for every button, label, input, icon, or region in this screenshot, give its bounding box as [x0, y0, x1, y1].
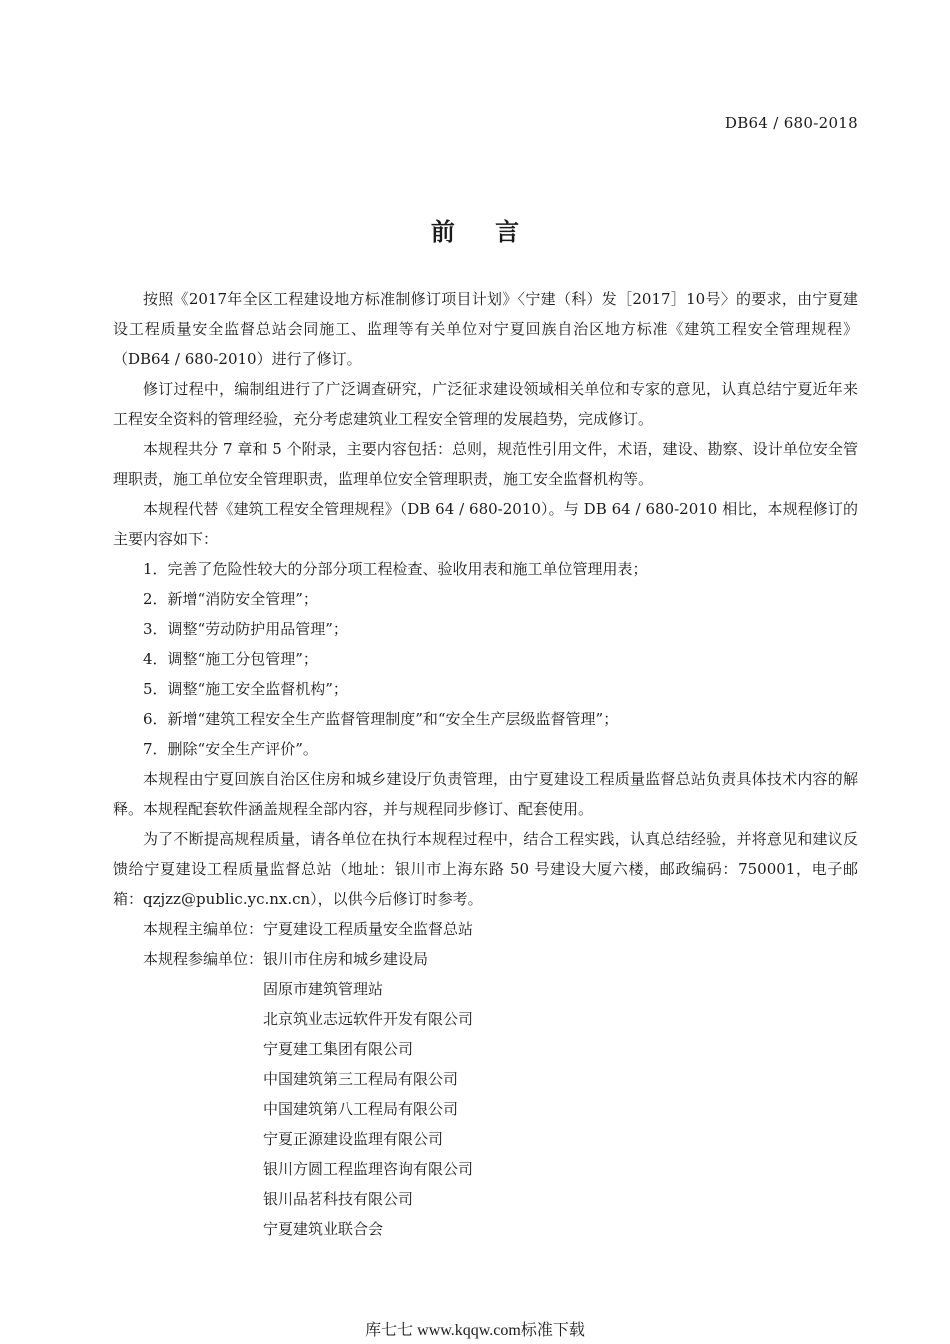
chief-editor-name: 宁夏建设工程质量安全监督总站	[263, 920, 474, 938]
participant-name: 银川品茗科技有限公司	[263, 1190, 414, 1208]
paragraph: 修订过程中，编制组进行了广泛调查研究，广泛征求建设领域相关单位和专家的意见，认真总结宁夏近年来工程安全资料的管理经验，充分考虑建筑业工程安全管理的发展趋势，完成修订。	[113, 380, 858, 428]
participants-row	[113, 944, 858, 1244]
participant-name: 银川方圆工程监理咨询有限公司	[263, 1160, 474, 1178]
change-item: 7．删除“安全生产评价”。	[143, 740, 318, 758]
chief-editor-row	[113, 914, 858, 944]
participants-label: 本规程参编单位：	[143, 950, 264, 968]
page-title: 前 言	[430, 218, 536, 246]
change-item: 1．完善了危险性较大的分部分项工程检查、验收用表和施工单位管理用表；	[143, 560, 648, 578]
foreword-body	[113, 284, 858, 1244]
participant-name: 银川市住房和城乡建设局	[263, 950, 429, 968]
paragraph: 本规程代替《建筑工程安全管理规程》（DB 64 / 680-2010）。与 DB 64 / 680-2010 相比，本规程修订的主要内容如下：	[113, 500, 858, 548]
paragraph: 本规程共分 7 章和 5 个附录，主要内容包括：总则，规范性引用文件，术语，建设、勘察、设计单位安全管理职责，施工单位安全管理职责，监理单位安全管理职责，施工安全监督机构等。	[113, 440, 858, 488]
chief-editor-label: 本规程主编单位：	[143, 920, 264, 938]
change-item: 3．调整“劳动防护用品管理”；	[143, 620, 348, 638]
participants-list	[263, 944, 473, 1244]
footer-watermark: 库七七 www.kqqw.com标准下载	[365, 1322, 585, 1339]
participant-name: 中国建筑第三工程局有限公司	[263, 1070, 459, 1088]
change-item: 4．调整“施工分包管理”；	[143, 650, 318, 668]
paragraph: 按照《2017年全区工程建设地方标准制修订项目计划》〈宁建（科）发［2017］10号〉的要求，由宁夏建设工程质量安全监督总站会同施工、监理等有关单位对宁夏回族自治区地方标准《建筑工程安全管理规程》（DB64 / 680-2010）进行了修订。	[113, 290, 858, 368]
participant-name: 宁夏正源建设监理有限公司	[263, 1130, 444, 1148]
participant-name: 北京筑业志远软件开发有限公司	[263, 1010, 474, 1028]
participant-name: 固原市建筑管理站	[263, 980, 384, 998]
participant-name: 宁夏建筑业联合会	[263, 1220, 384, 1238]
paragraph: 为了不断提高规程质量，请各单位在执行本规程过程中，结合工程实践，认真总结经验，并将意见和建议反馈给宁夏建设工程质量监督总站（地址：银川市上海东路 50 号建设大厦六楼，邮政编码：750001，电子邮箱：qzjzz@public.yc.nx.cn），以供今后修订时参考。	[113, 830, 858, 908]
standard-code: DB64 / 680-2018	[724, 114, 858, 132]
change-item: 6．新增“建筑工程安全生产监督管理制度”和“安全生产层级监督管理”；	[143, 710, 619, 728]
participant-name: 宁夏建工集团有限公司	[263, 1040, 414, 1058]
change-item: 2．新增“消防安全管理”；	[143, 590, 318, 608]
participant-name: 中国建筑第八工程局有限公司	[263, 1100, 459, 1118]
change-item: 5．调整“施工安全监督机构”；	[143, 680, 348, 698]
paragraph: 本规程由宁夏回族自治区住房和城乡建设厅负责管理，由宁夏建设工程质量监督总站负责具体技术内容的解释。本规程配套软件涵盖规程全部内容，并与规程同步修订、配套使用。	[113, 770, 858, 818]
